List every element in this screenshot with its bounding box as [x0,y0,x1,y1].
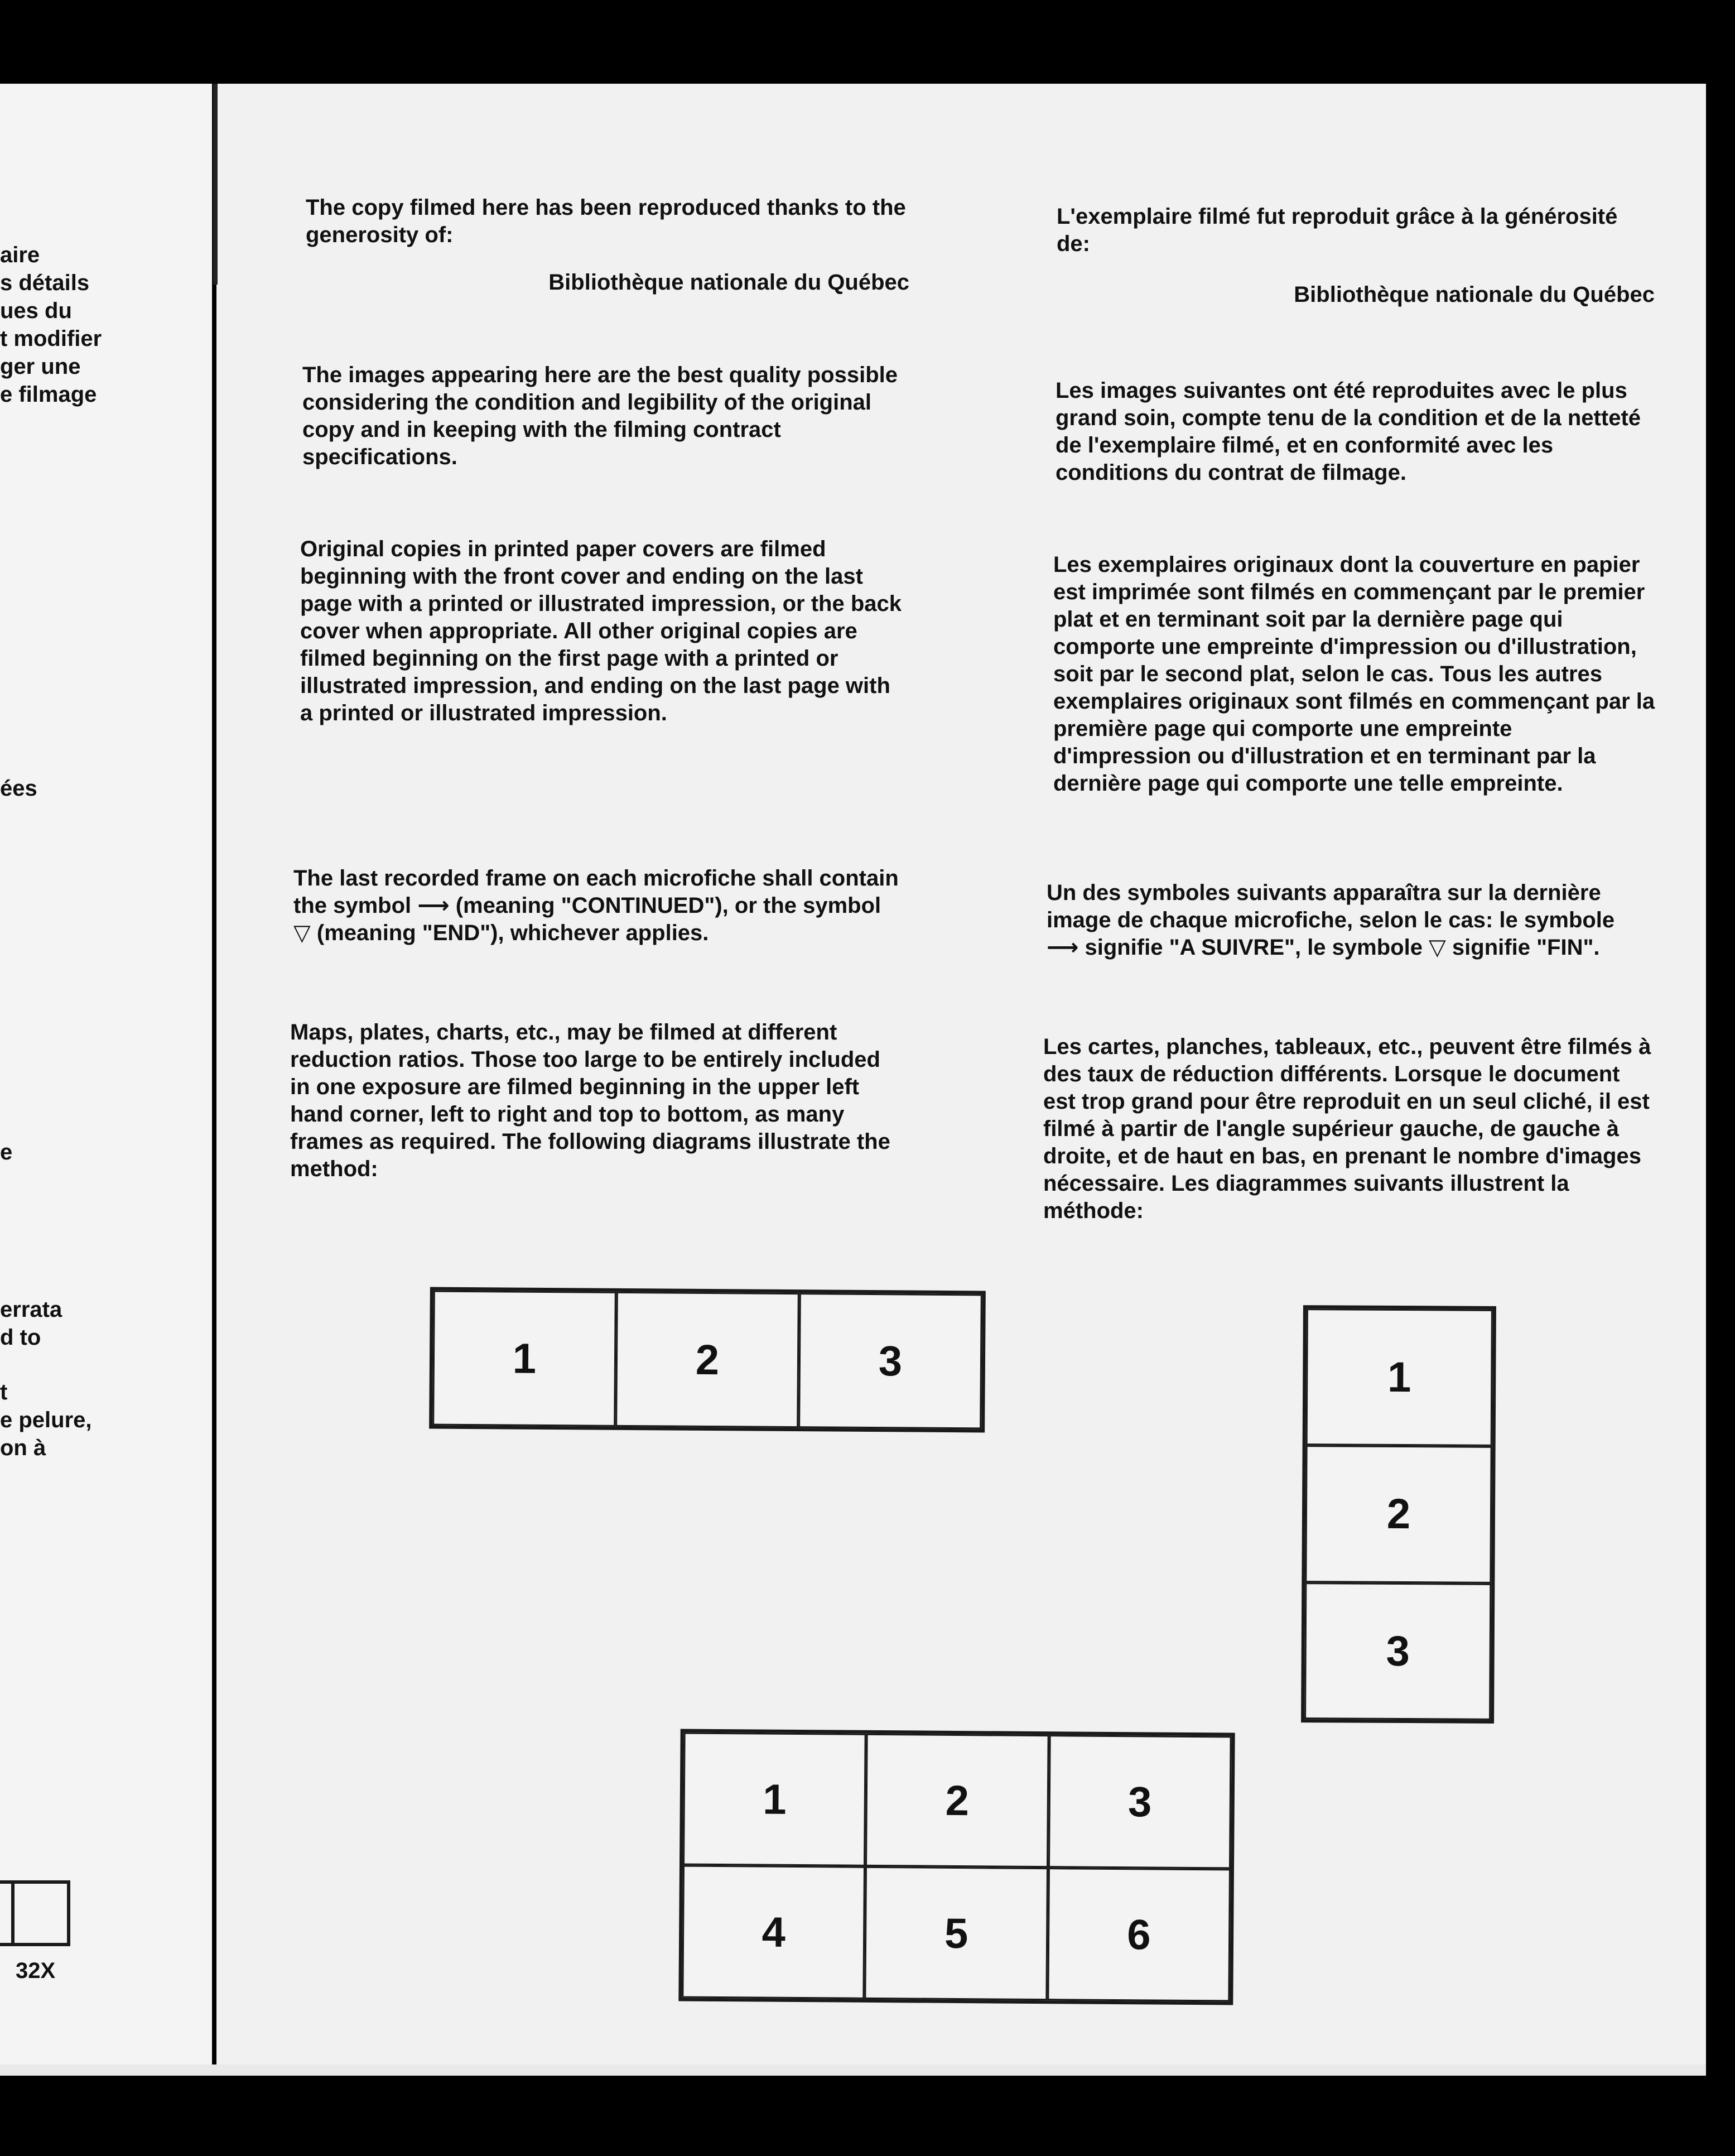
left-fragment: e pelure, [0,1408,92,1432]
english-institution: Bibliothèque nationale du Québec [548,270,909,295]
frame-cell: 3 [798,1293,982,1429]
english-intro: The copy filmed here has been reproduced thanks to the generosity of: [306,195,906,247]
frame-cell: 3 [1304,1582,1491,1720]
left-fragment: ger une [0,354,81,379]
left-fragment: ues du [0,299,72,323]
diagram-grid [678,1729,1235,2005]
bottom-scan-edge [0,2070,1735,2156]
left-fragment: t [0,1380,8,1404]
left-fragment: t modifier [0,326,102,351]
frame-cell: 2 [615,1292,799,1428]
frame-cell: 1 [432,1291,616,1427]
left-fragment: on à [0,1436,46,1460]
reduction-label: 32X [16,1958,56,1983]
bottom-page-edge [0,2064,1706,2076]
frame-cell: 2 [1305,1445,1492,1583]
frame-cell: 4 [682,1865,865,1999]
french-paragraph: Les images suivantes ont été reproduites avec le plus grand soin, compte tenu de la condition et de la netteté de l'exemplaire filmé, et en conformité avec les conditions du contrat de filmage. [1056,378,1641,485]
left-fragment: aire [0,243,40,267]
reduction-target-box [0,1880,70,1946]
frame-cell: 3 [1048,1735,1232,1869]
french-intro: L'exemplaire filmé fut reproduit grâce à la générosité de: [1057,204,1618,256]
english-paragraph: Maps, plates, charts, etc., may be filmed at different reduction ratios. Those too large to be entirely included in one exposure are filmed beginning in the upper left hand corner, left to right and top to bottom, as many frames as required. The following diagrams illustrate the method: [290,1020,890,1181]
left-fragment: ées [0,776,37,801]
french-paragraph: Les exemplaires originaux dont la couverture en papier est imprimée sont filmés en commençant par le premier plat et en terminant soit par la dernière page qui comporte une empreinte d'impression ou d'illustration, soit par le second plat, selon le cas. Tous les autres exemplaires originaux sont filmés en commençant par la première page qui comporte une empreinte d'impression ou d'illustration et en terminant par la dernière page qui comporte une telle empreinte. [1053,552,1655,796]
frame-cell: 1 [683,1732,866,1866]
left-fragment: s détails [0,271,90,295]
left-fragment: e filmage [0,382,97,407]
left-fragment: d to [0,1325,41,1350]
french-institution: Bibliothèque nationale du Québec [1294,282,1655,307]
french-paragraph: Un des symboles suivants apparaîtra sur la dernière image de chaque microfiche, selon le cas: le symbole ⟶ signifie "A SUIVRE", le symbole ▽ signifie "FIN". [1047,880,1615,960]
left-fragment: errata [0,1297,62,1322]
english-paragraph: Original copies in printed paper covers are filmed beginning with the front cover and ending on the last page with a printed or illustrated impression, or the back cover when appropriate. All other original copies are filmed beginning on the first page with a printed or illustrated impression, and ending on the last page with a printed or illustrated impression. [300,537,902,725]
english-paragraph: The images appearing here are the best quality possible considering the condition and legibility of the original copy and in keeping with the filming contract specifications. [302,363,898,469]
frame-cell: 1 [1306,1308,1493,1446]
frame-cell: 2 [865,1734,1049,1868]
left-fragment: e [0,1140,13,1164]
diagram-vertical [1301,1305,1496,1724]
page-fold-line [213,84,218,285]
frame-cell: 6 [1047,1868,1231,2001]
right-scan-edge [1706,0,1735,2156]
french-paragraph: Les cartes, planches, tableaux, etc., peuvent être filmés à des taux de réduction différents. Lorsque le document est trop grand pour être reproduit en un seul cliché, il est filmé à partir de l'angle supérieur gauche, de gauche à droite, et de haut en bas, en prenant le nombre d'images nécessaire. Les diagrammes suivants illustrent la méthode: [1043,1034,1651,1223]
frame-cell: 5 [865,1866,1048,2000]
english-paragraph: The last recorded frame on each microfiche shall contain the symbol ⟶ (meaning "CONTINUED"), or the symbol ▽ (meaning "END"), whichever applies. [293,866,899,945]
diagram-horizontal [429,1287,986,1433]
